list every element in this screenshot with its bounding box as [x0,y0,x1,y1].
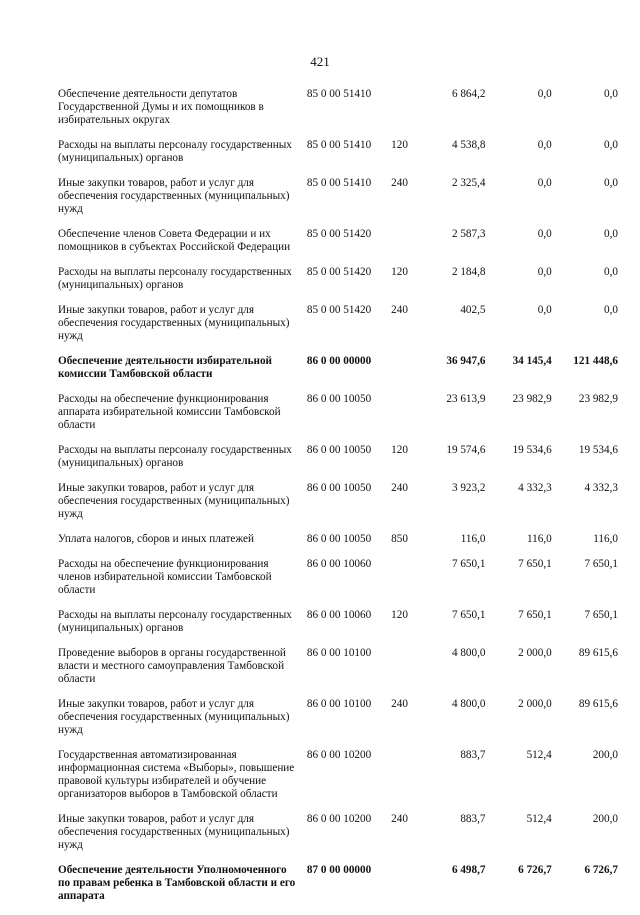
row-name-cell: Обеспечение деятельности депутатов Государственной Думы и их помощников в избирательных округах [58,88,264,126]
row-expense-type-cell [391,558,419,609]
row-expense-type-cell: 240 [391,813,408,825]
row-value-2-cell: 2 000,0 [518,698,552,710]
row-value-1-cell: 7 650,1 [451,609,486,621]
row-expense-type-cell: 240 [391,177,408,189]
row-value-3-cell: 200,0 [592,813,618,825]
row-name-cell: Иные закупки товаров, работ и услуг для обеспечения государственных (муниципальных) нужд [58,698,290,736]
row-value-2-cell: 4 332,3 [518,482,552,494]
row-value-2-cell: 19 534,6 [512,444,552,456]
row-value-2-cell: 7 650,1 [518,558,552,570]
table-row [58,444,618,482]
row-code-cell: 86 0 00 00000 [306,355,372,367]
row-code-cell: 87 0 00 00000 [306,864,372,876]
row-value-1-cell: 4 800,0 [451,647,486,659]
row-value-3-cell: 116,0 [593,533,618,545]
table-row [58,393,618,444]
row-value-3-cell: 0,0 [604,266,618,278]
row-value-1-cell: 2 587,3 [451,228,486,240]
table-row [58,228,618,266]
row-expense-type-cell: 240 [391,482,408,494]
row-value-2-cell: 7 650,1 [518,609,552,621]
row-name-cell: Расходы на выплаты персоналу государственных (муниципальных) органов [58,266,292,291]
table-row [58,864,618,915]
row-expense-type-cell: 120 [391,444,408,456]
row-value-3-cell: 0,0 [604,177,618,189]
row-expense-type-cell [391,88,419,139]
row-expense-type-cell [391,864,419,915]
table-row [58,139,618,177]
row-code-cell: 86 0 00 10100 [306,647,372,659]
row-value-1-cell: 7 650,1 [451,558,486,570]
row-code-cell: 86 0 00 10050 [306,533,372,545]
row-name-cell: Расходы на выплаты персоналу государственных (муниципальных) органов [58,609,292,634]
row-expense-type-cell: 120 [391,139,408,151]
table-row [58,177,618,228]
row-code-cell: 85 0 00 51420 [306,266,372,278]
row-value-2-cell: 23 982,9 [512,393,552,405]
row-expense-type-cell [391,749,419,813]
row-value-1-cell: 116,0 [460,533,486,545]
row-value-3-cell: 0,0 [604,88,618,100]
row-expense-type-cell [391,228,419,266]
row-name-cell: Государственная автоматизированная информационная система «Выборы», повышение правовой культуры избирателей и обучение организаторов выборов в Тамбовской области [58,749,295,800]
row-expense-type-cell: 120 [391,609,408,621]
row-value-1-cell: 2 184,8 [451,266,486,278]
row-name-cell: Иные закупки товаров, работ и услуг для обеспечения государственных (муниципальных) нужд [58,482,290,520]
row-expense-type-cell [391,393,419,444]
row-name-cell: Расходы на обеспечение функционирования членов избирательной комиссии Тамбовской области [58,558,272,596]
row-value-3-cell: 0,0 [604,228,618,240]
row-code-cell: 86 0 00 10060 [306,558,372,570]
row-name-cell: Уплата налогов, сборов и иных платежей [58,533,254,545]
row-code-cell: 85 0 00 51410 [306,88,372,100]
row-code-cell: 85 0 00 51410 [306,177,372,189]
row-value-1-cell: 19 574,6 [446,444,486,456]
row-name-cell: Иные закупки товаров, работ и услуг для обеспечения государственных (муниципальных) нужд [58,177,290,215]
row-value-3-cell: 121 448,6 [573,355,618,367]
table-row [58,355,618,393]
row-name-cell: Расходы на выплаты персоналу государственных (муниципальных) органов [58,444,292,469]
row-value-2-cell: 0,0 [537,228,552,240]
table-row [58,304,618,355]
table-row [58,698,618,749]
row-value-1-cell: 402,5 [460,304,486,316]
row-expense-type-cell [391,647,419,698]
row-code-cell: 86 0 00 10050 [306,482,372,494]
table-row [58,482,618,533]
row-value-2-cell: 116,0 [526,533,552,545]
row-value-2-cell: 6 726,7 [518,864,552,876]
row-value-2-cell: 0,0 [537,139,552,151]
row-value-3-cell: 89 615,6 [578,698,618,710]
row-value-1-cell: 6 498,7 [451,864,486,876]
row-code-cell: 86 0 00 10100 [306,698,372,710]
row-code-cell: 85 0 00 51420 [306,304,372,316]
row-value-1-cell: 36 947,6 [446,355,486,367]
row-value-3-cell: 4 332,3 [584,482,618,494]
row-expense-type-cell: 240 [391,304,408,316]
row-value-1-cell: 6 864,2 [451,88,486,100]
row-value-2-cell: 2 000,0 [518,647,552,659]
row-value-1-cell: 4 800,0 [451,698,486,710]
row-expense-type-cell: 120 [391,266,408,278]
row-value-3-cell: 0,0 [604,304,618,316]
row-name-cell: Обеспечение членов Совета Федерации и их помощников в субъектах Российской Федерации [58,228,291,253]
table-row [58,558,618,609]
row-value-2-cell: 0,0 [537,177,552,189]
row-name-cell: Расходы на обеспечение функционирования аппарата избирательной комиссии Тамбовской области [58,393,281,431]
row-name-cell: Иные закупки товаров, работ и услуг для обеспечения государственных (муниципальных) нужд [58,813,290,851]
row-value-2-cell: 0,0 [537,266,552,278]
table-row [58,533,618,558]
row-code-cell: 86 0 00 10050 [306,393,372,405]
table-row [58,813,618,864]
row-value-2-cell: 0,0 [537,304,552,316]
table-row [58,647,618,698]
row-value-3-cell: 89 615,6 [578,647,618,659]
row-value-3-cell: 0,0 [604,139,618,151]
row-code-cell: 86 0 00 10060 [306,609,372,621]
row-name-cell: Обеспечение деятельности Уполномоченного по правам ребенка в Тамбовской области и его аппарата [58,864,296,902]
row-expense-type-cell: 240 [391,698,408,710]
row-value-1-cell: 23 613,9 [446,393,486,405]
row-value-3-cell: 200,0 [592,749,618,761]
row-value-1-cell: 4 538,8 [451,139,486,151]
table-row [58,749,618,813]
row-code-cell: 85 0 00 51410 [306,139,372,151]
row-value-2-cell: 512,4 [526,749,552,761]
row-value-1-cell: 883,7 [460,749,486,761]
row-value-1-cell: 883,7 [460,813,486,825]
row-value-3-cell: 23 982,9 [578,393,618,405]
row-expense-type-cell [391,355,419,393]
row-name-cell: Расходы на выплаты персоналу государственных (муниципальных) органов [58,139,292,164]
table-row [58,609,618,647]
row-value-1-cell: 3 923,2 [451,482,486,494]
row-code-cell: 86 0 00 10050 [306,444,372,456]
table-row [58,266,618,304]
row-value-2-cell: 34 145,4 [512,355,552,367]
row-value-2-cell: 512,4 [526,813,552,825]
page-number: 421 [310,54,330,69]
row-value-2-cell: 0,0 [537,88,552,100]
row-name-cell: Проведение выборов в органы государственной власти и местного самоуправления Тамбовской области [58,647,286,685]
row-value-3-cell: 19 534,6 [578,444,618,456]
row-value-3-cell: 7 650,1 [584,609,618,621]
table-row [58,88,618,139]
row-value-3-cell: 7 650,1 [584,558,618,570]
row-value-3-cell: 6 726,7 [584,864,618,876]
row-value-1-cell: 2 325,4 [451,177,486,189]
row-name-cell: Иные закупки товаров, работ и услуг для обеспечения государственных (муниципальных) нужд [58,304,290,342]
row-code-cell: 86 0 00 10200 [306,749,372,761]
row-code-cell: 85 0 00 51420 [306,228,372,240]
row-expense-type-cell: 850 [391,533,408,545]
budget-table [58,88,618,915]
row-name-cell: Обеспечение деятельности избирательной комиссии Тамбовской области [58,355,272,380]
row-code-cell: 86 0 00 10200 [306,813,372,825]
